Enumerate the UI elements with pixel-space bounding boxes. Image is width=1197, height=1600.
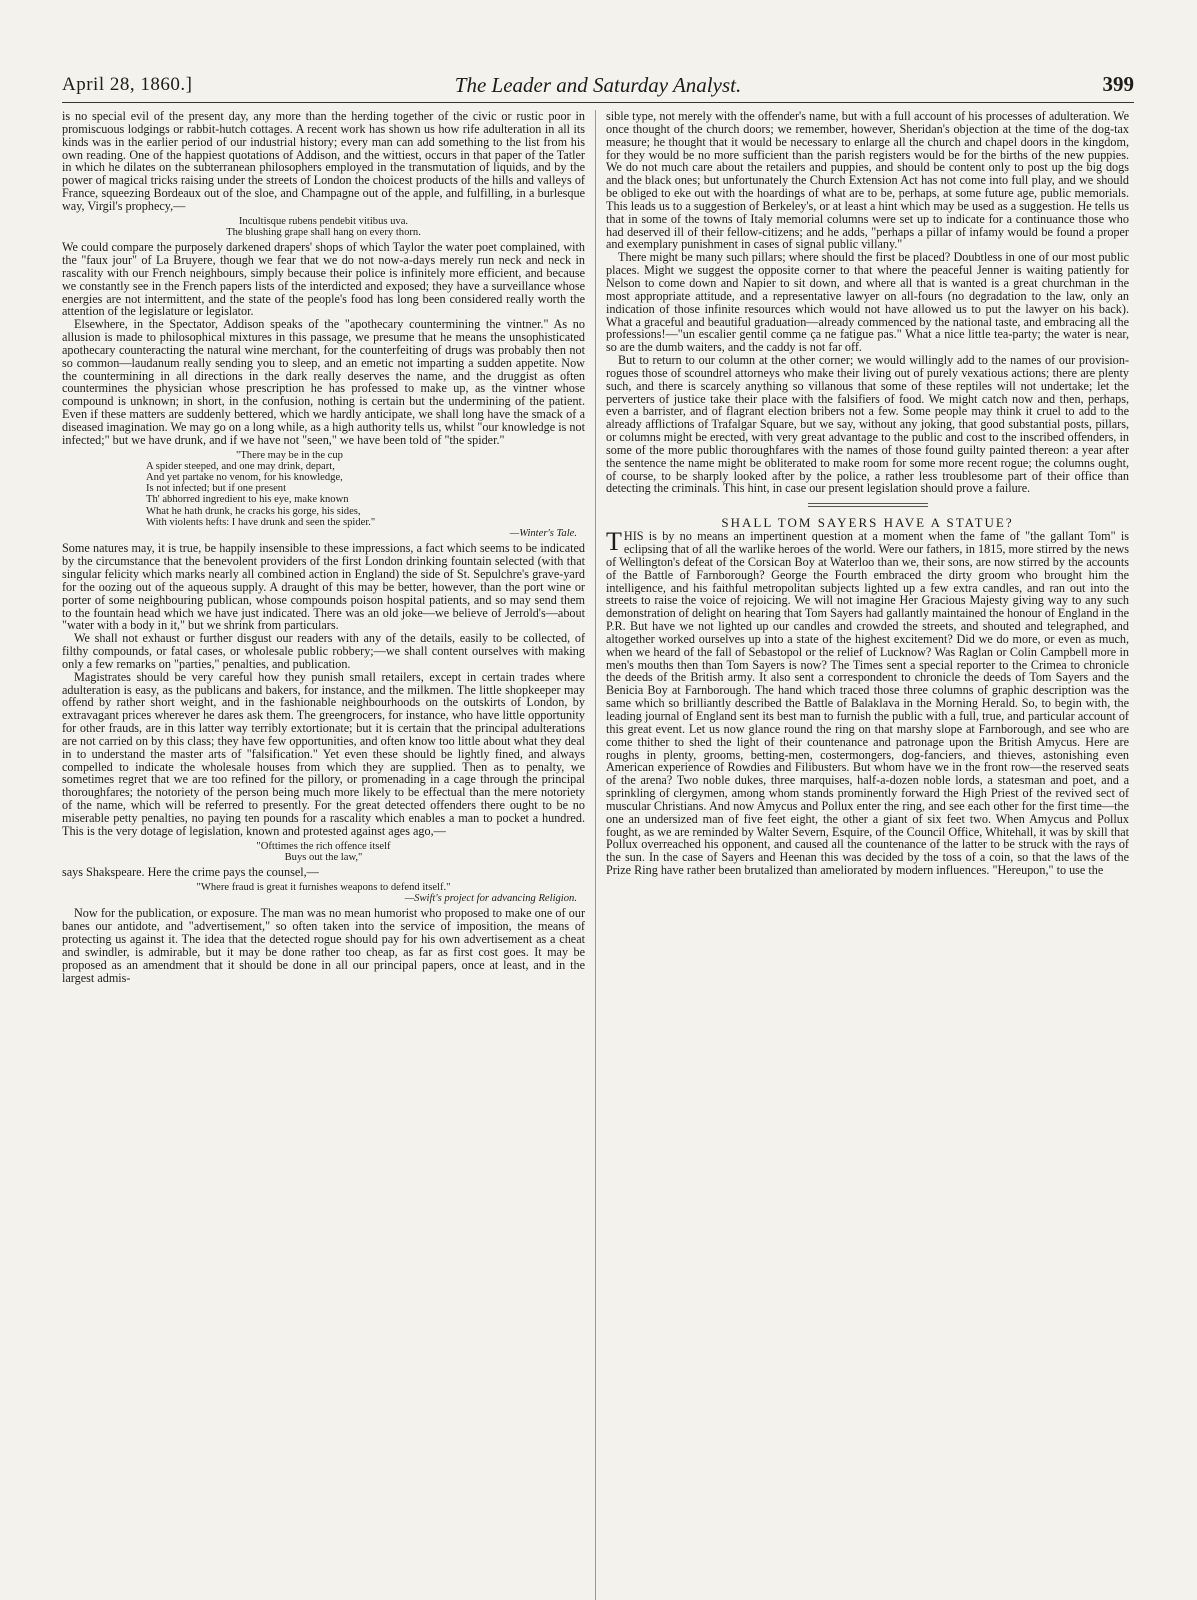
left-paragraph-2: We could compare the purposely darkened drapers' shops of which Taylor the water poet complained, with the "faux jour" of La Bruyere, though we fear that we do not now-a-days merely run neck and neck in rascality with our French neighbours, simply because their police is infinitely more efficient, and because we constantly see in the French papers lists of the interdicted and exposed; they have a surveillance whose energies are not intermittent, and the state of the people's food has long been considered really worth the attention of the legislature or legislator. xyxy=(62,240,585,319)
header-rule xyxy=(62,102,1134,103)
winters-tale-quotation xyxy=(62,450,585,540)
article-separator xyxy=(808,503,928,507)
verse-line: Th' abhorred ingredient to his eye, make known xyxy=(146,494,349,506)
verse-citation: —Winter's Tale. xyxy=(509,528,577,540)
right-paragraph-1: sible type, not merely with the offender's name, but with a full account of his processes of adulteration. We once thought of the church doors; we remember, however, Sheridan's objection at the time of the dog-tax measure; he thought that it would be necessary to enlarge all the church and chapel doors in the kingdom, for they would be no more sufficient than the parish registers would be for the births of the new puppies. We do not much care about the retailers and puppies, and should be content only to post up the big dogs and the black ones; but unfortunately the Church Extension Act has not come into full play, and we should be obliged to eke out with the hoardings of what are to be, perhaps, at some future age, public memorials. This leads us to a suggestion of Berkeley's, or at least a hint which may be used as a suggestion. He tells us that in some of the towns of Italy memorial columns were set up to indicate for a continuance those who had deserved ill of their fellow-citizens; and he adds, "perhaps a pillar of infamy would be found a proper and exemplary punishment in cases of signal public villany." xyxy=(606,109,1129,252)
left-paragraph-8: Now for the publication, or exposure. The man was no mean humorist who proposed to make one of our banes our antidote, and "advertisement," so often taken into the service of imposition, the means of protecting us against it. The idea that the detected rogue should pay for his own advertisement as a cheat and swindler, is admirable, but it may be done rather too cheap, as far as first cost goes. It may be proposed as an amendment that it should be done in all our principal papers, once at least, and in the largest admis- xyxy=(62,906,585,985)
verse-line: "Ofttimes the rich offence itself xyxy=(256,840,391,852)
right-paragraph-2: There might be many such pillars; where should the first be placed? Doubtless in one of our most public places. Might we suggest the opposite corner to that where the peaceful Jenner is waiting patiently for Nelson to come down and Napier to sit down, and where all that is wanted is a great churchman in the most appropriate attitude, and a representative lawyer on all-fours (no degradation to the law, only an indication of those infinite resources which would not have allowed us to put the lawyer on his back). What a graceful and beautiful graduation—already commenced by the national taste, and embracing all the professions!—"un escalier gentil comme ça ne fatigue pas." What a nice little tea-party; the water is near, so are the dumb waiters, and the caddy is not far off. xyxy=(606,250,1129,355)
left-paragraph-3: Elsewhere, in the Spectator, Addison speaks of the "apothecary countermining the vintner." As no allusion is made to philosophical mixtures in this passage, we presume that he means the unsophisticated apothecary counteracting the natural wine merchant, for the counterfeiting of drugs was probably then not so common—laudanum really sending you to sleep, and an emetic not imparting a sudden appetite. Now the countermining in all directions in the dark really deserves the name, and the druggist as often countermines the physician whose prescription he has professed to make up, as the vintner whose compound is unknown; in short, in the confusion, nothing is certain but the undermining of the patient. Even if these matters are suddenly bettered, which we hardly anticipate, we shall long have the smack of a diseased imagination. We may go on a long while, as a high authority tells us, whilst "our knowledge is not infected;" but we have drunk, and if we have not "seen," we have been told of "the spider." xyxy=(62,317,585,447)
left-paragraph-7: says Shakspeare. Here the crime pays the counsel,— xyxy=(62,865,319,880)
right-paragraph-4 xyxy=(606,527,1129,878)
left-column xyxy=(62,110,585,984)
right-paragraph-4-text: HIS is by no means an impertinent question at a moment when the fame of "the gallant Tom" is eclipsing that of all the warlike heroes of the world. Were our fathers, in 1815, more stirred by the news of Wellington's defeat of the Corsican Boy at Waterloo than we, their sons, are now stirred by the accounts of the Battle of Farnborough? George the Fourth embraced the dirty groom who brought him the intelligence, and his faithful metropolitan subjects lighted up a few extra candles, and ran out into the streets to raise the voice of rejoicing. We will not imagine Her Gracious Majesty giving way to any such demonstration of delight on hearing that Tom Sayers had gallantly maintained the honour of England in the P.R. But have we not lighted up our candles and crowded the streets, and shouted and telegraphed, and altogether worked ourselves up into a state of the highest excitement? Did we do more, or even as much, when we heard of the fall of Sebastopol or the relief of Lucknow? Was Raglan or Colin Campbell more in men's mouths then than Tom Sayers is now? The Times sent a special reporter to the Crimea to chronicle the deeds of the British army. It also sent a correspondent to chronicle the deeds of Tom Sayers and the Benicia Boy at Farnborough. The hand which traced those three columns of graphic description was the same which so brilliantly described the Battle of Balaklava in the Morning Herald. So, to begin with, the leading journal of England sent its best man to furnish the public with a full, true, and particular account of this great event. Let us now glance round the ring on that marshy slope at Farnborough, and see who are come thither to shed the light of their countenance and patronage upon the British Amycus. Here are roughs in plenty, grooms, betting-men, costermongers, dog-fanciers, and thieves, astonishing even American experience of Rowdies and Filibusters. But whom have we in the front row—the reserved seats of the arena? Two noble dukes, three marquises, half-a-dozen noble lords, a statesman and poet, and a sprinkling of clergymen, among whom stands prominently forward the High Priest of the revived sect of muscular Christians. And now Amycus and Pollux enter the ring, and see each other for the first time—the one an undersized man of five feet eight, the other a giant of six feet two. When Amycus and Pollux fought, as we are reminded by Walter Severn, Esquire, of the Council Office, Whitehall, it was by skill that Pollux overreached his opponent, and caused all the countenance of the latter to be struck with the rays of the sun. In the case of Sayers and Heenan this was decided by the toss of a coin, so that the laws of the Prize Ring have rather been brutalized than ameliorated by modern influences. "Hereupon," to use the xyxy=(606,529,1129,878)
verse-line: With violents hefts: I have drunk and seen the spider." xyxy=(146,516,376,528)
verse-line: Buys out the law," xyxy=(284,851,363,863)
verse-line: What he hath drunk, he cracks his gorge, his sides, xyxy=(146,505,361,517)
latin-quotation-line: Incultisque rubens pendebit vitibus uva. xyxy=(238,215,409,227)
newspaper-page xyxy=(62,72,1134,1572)
swift-quotation xyxy=(62,882,585,904)
page-header xyxy=(62,72,1134,102)
verse-line: And yet partake no venom, for his knowledge, xyxy=(146,472,343,484)
latin-quotation xyxy=(62,216,585,238)
left-paragraph-6: Magistrates should be very careful how they punish small retailers, except in certain trades where adulteration is easy, as the publicans and bakers, for instance, and the milkmen. The little shopkeeper may offend by rather short weight, and in the fashionable neighbourhoods on the outskirts of London, by extravagant prices wherever he dares ask them. The greengrocers, for instance, who have little opportunity for other frauds, are in this latter way terribly extortionate; but it is certain that the principal adulterations are not carried on by this class; they have few opportunities, and often know too little about what they deal in to understand the master arts of "falsification." Yet even these should be lightly fined, and always compelled to indicate the wholesale houses from which they are supplied. Then as to penalty, we sometimes regret that we are too refined for the pillory, or promenading in a cage through the principal thoroughfares; the notoriety of the person being much more likely to be effectual than the mere notoriety of the name, which will be referred to presently. For the great detected offenders there ought to be no miserable petty penalties, no paying ten pounds for a rascality which enables a man to pocket a hundred. This is the very dotage of legislation, known and protested against ages ago,— xyxy=(62,669,585,838)
page-number: 399 xyxy=(1102,72,1134,96)
shakespeare-quotation xyxy=(62,841,585,863)
header-title: The Leader and Saturday Analyst. xyxy=(454,73,742,97)
drop-cap: T xyxy=(606,527,622,557)
verse-line: Is not infected; but if one present xyxy=(146,483,287,495)
header-date: April 28, 1860.] xyxy=(62,74,193,95)
right-column xyxy=(606,110,1129,877)
left-paragraph-5: We shall not exhaust or further disgust our readers with any of the details, easily to be collected, of filthy compounds, or fatal cases, or wholesale public robbery;—we shall content ourselves with making only a few remarks on "parties," penalties, and publication. xyxy=(62,631,585,671)
left-paragraph-4: Some natures may, it is true, be happily insensible to these impressions, a fact which seems to be indicated by the circumstance that the benevolent providers of the first London drinking fountain selected (with that singular felicity which marks nearly all combined action in England) the side of St. Sepulchre's grave-yard for the oozing out of the aqueous supply. A draught of this may be better, however, than the port wine or porter of some neighbouring publican, whose compounds poison hospital patients, and so may send them to the fountain head which we have just indicated. There was an old joke—we believe of Jerrold's—about "water with a body in it," but we shrink from particulars. xyxy=(62,541,585,633)
column-divider xyxy=(595,110,596,1600)
verse-line: A spider steeped, and one may drink, depart, xyxy=(146,460,335,472)
latin-translation-line: The blushing grape shall hang on every thorn. xyxy=(226,226,421,238)
verse-line: "There may be in the cup xyxy=(236,449,343,461)
verse-citation: —Swift's project for advancing Religion. xyxy=(404,893,577,905)
left-paragraph-1: is no special evil of the present day, any more than the herding together of the civic or rustic poor in promiscuous lodgings or rabbit-hutch cottages. A recent work has shown us how rife adulteration in all its kinds was in the earlier period of our industrial history; every man can add something to the list from his own reading. One of the happiest quotations of Addison, and the wittiest, occurs in that paper of the Tatler in which he dilates on the subterranean philosophers employed in the transmutation of liquids, and by the power of magical tricks raising under the streets of London the choicest products of the hills and valleys of France, squeezing Bordeaux out of the sloe, and Champagne out of the apple, and fulfilling, in a burlesque way, Virgil's prophecy,— xyxy=(62,109,585,213)
right-paragraph-3: But to return to our column at the other corner; we would willingly add to the names of our provision-rogues those of scoundrel attorneys who make their living out of purely vexatious actions; there are plenty such, and there is scarcely anything so villanous that some of these reptiles will not undertake; let the perverters of justice take their place with the falsifiers of food. We might catch now and then, perhaps, even a barrister, and of flagrant election bribers not a few. Some people may think it cruel to add to the already afflictions of Trafalgar Square, but we say, without any joking, that good substantial posts, pillars, or columns might be erected, with very great advantage to the public and cost to the inscribed offenders, in some of the more public thoroughfares with the names of those found guilty painted thereon: a year after the sentence the name might be obliterated to make room for some more recent rogue; the columns ought, of course, to be sharply looked after by the police, a rather less troublesome part of their office than detecting the criminals. This hint, in case our present legislation should prove a failure. xyxy=(606,353,1129,496)
verse-line: "Where fraud is great it furnishes weapons to defend itself." xyxy=(196,881,451,893)
article-heading: SHALL TOM SAYERS HAVE A STATUE? xyxy=(721,515,1014,531)
